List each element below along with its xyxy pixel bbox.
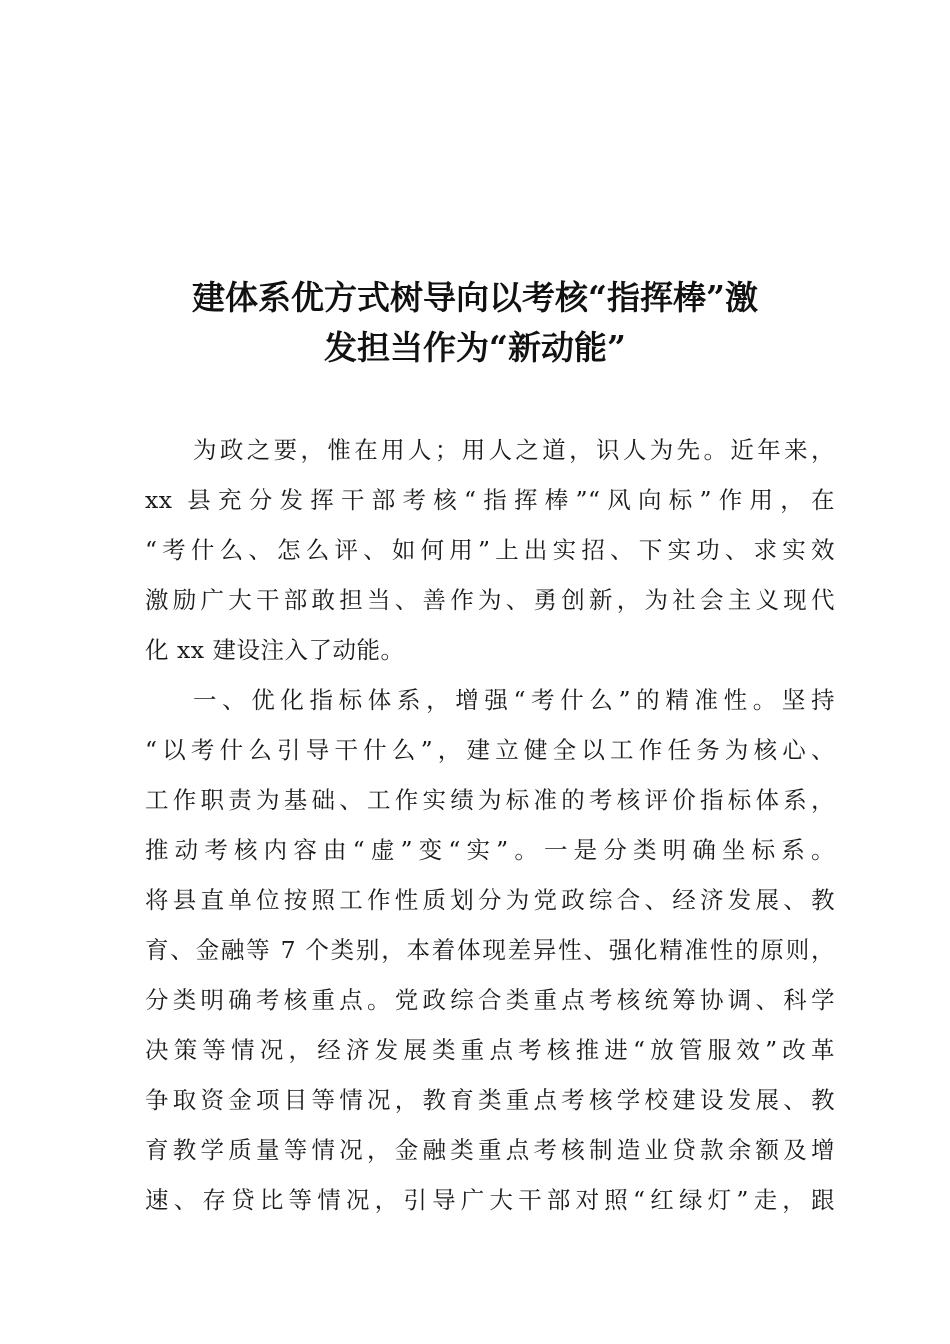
body-line-6: 一、优化指标体系，增强“考什么”的精准性。坚持 (193, 686, 835, 714)
body-line-13: 决策等情况，经济发展类重点考核推进“放管服效”改革 (145, 1036, 835, 1064)
body-line-11: 育、金融等 7 个类别，本着体现差异性、强化精准性的原则， (145, 936, 835, 964)
body-line-8: 工作职责为基础、工作实绩为标准的考核评价指标体系， (145, 786, 835, 814)
body-line-9: 推动考核内容由“虚”变“实”。一是分类明确坐标系。 (145, 836, 835, 864)
body-line-1: 为政之要，惟在用人；用人之道，识人为先。近年来， (193, 436, 835, 464)
body-line-15: 育教学质量等情况，金融类重点考核制造业贷款余额及增 (145, 1136, 835, 1164)
body-line-5: 化 xx 建设注入了动能。 (145, 636, 405, 664)
body-line-14: 争取资金项目等情况，教育类重点考核学校建设发展、教 (145, 1086, 835, 1114)
body-line-10: 将县直单位按照工作性质划分为党政综合、经济发展、教 (145, 886, 835, 914)
body-line-12: 分类明确考核重点。党政综合类重点考核统筹协调、科学 (145, 986, 835, 1014)
document-title-line-2: 发担当作为“新动能” (324, 328, 626, 367)
body-line-7: “以考什么引导干什么”，建立健全以工作任务为核心、 (145, 736, 835, 764)
body-line-16: 速、存贷比等情况，引导广大干部对照“红绿灯”走，跟 (145, 1186, 835, 1214)
document-title-line-1: 建体系优方式树导向以考核“指挥棒”激 (192, 278, 758, 317)
body-line-4: 激励广大干部敢担当、善作为、勇创新，为社会主义现代 (145, 586, 835, 614)
body-line-3: “考什么、怎么评、如何用”上出实招、下实功、求实效 (145, 536, 835, 564)
body-line-2: xx 县充分发挥干部考核“指挥棒”“风向标”作用，在 (145, 486, 835, 514)
